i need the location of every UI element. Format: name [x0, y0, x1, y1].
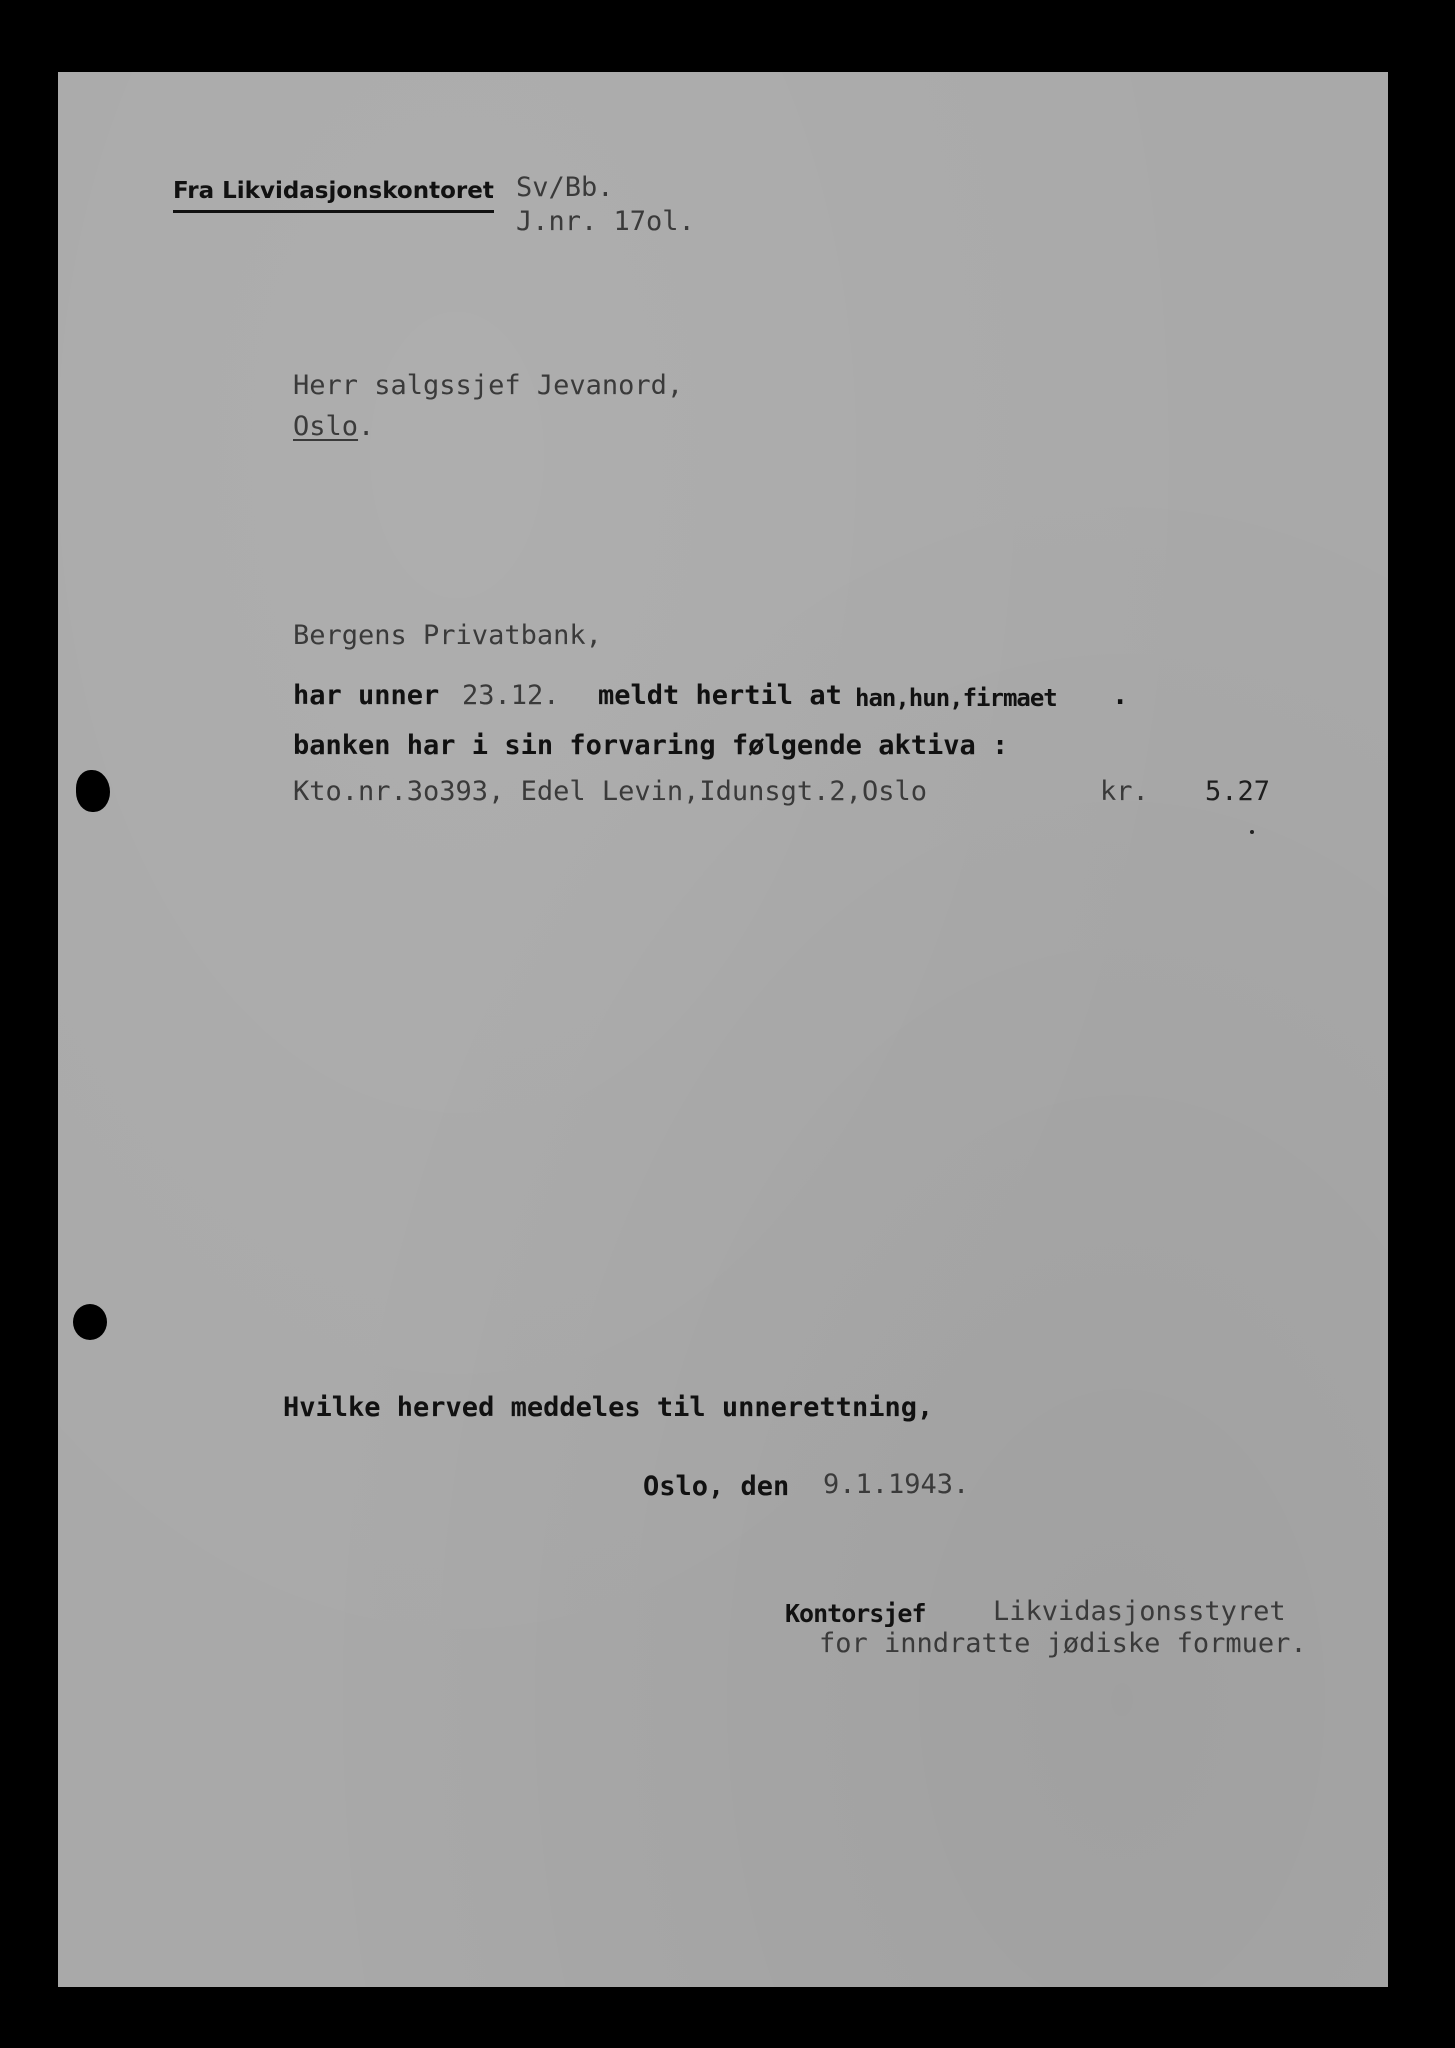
- holding-line: banken har i sin forvaring følgende aktiva :: [293, 730, 1009, 761]
- recipient-city: Oslo: [293, 411, 359, 442]
- letter-date: 9.1.1943.: [823, 1469, 970, 1500]
- ink-speck: [1250, 830, 1254, 834]
- place-prefix: Oslo, den: [643, 1471, 790, 1502]
- report-date: 23.12.: [462, 680, 560, 711]
- letter-page: [58, 72, 1388, 1987]
- account-amount: 5.27: [1205, 776, 1271, 807]
- account-currency: kr.: [1100, 776, 1149, 807]
- report-prefix: har unner: [293, 680, 440, 711]
- punch-hole-top: [76, 770, 110, 812]
- bank-name: Bergens Privatbank,: [293, 620, 602, 651]
- punch-hole-bottom: [73, 1304, 107, 1340]
- journal-number: J.nr. 17ol.: [516, 206, 695, 237]
- struck-pronouns: han,hun,firmaet: [855, 684, 1057, 712]
- report-mid: meldt hertil at: [598, 680, 842, 711]
- account-details: Kto.nr.3o393, Edel Levin,Idunsgt.2,Oslo: [293, 776, 927, 807]
- signature-org-line1: Likvidasjonsstyret: [993, 1596, 1286, 1627]
- signature-org-line2: for inndratte jødiske formuer.: [819, 1628, 1307, 1659]
- reference-code: Sv/Bb.: [516, 172, 614, 203]
- recipient-name: Herr salgssjef Jevanord,: [293, 370, 684, 401]
- closing-notice: Hvilke herved meddeles til unnerettning,: [283, 1392, 934, 1423]
- struck-title: Kontorsjef: [785, 1599, 926, 1628]
- struck-period: .: [1112, 680, 1129, 711]
- recipient-city-line: [293, 411, 374, 443]
- office-heading: Fra Likvidasjonskontoret: [173, 175, 494, 213]
- recipient-city-period: .: [358, 411, 375, 442]
